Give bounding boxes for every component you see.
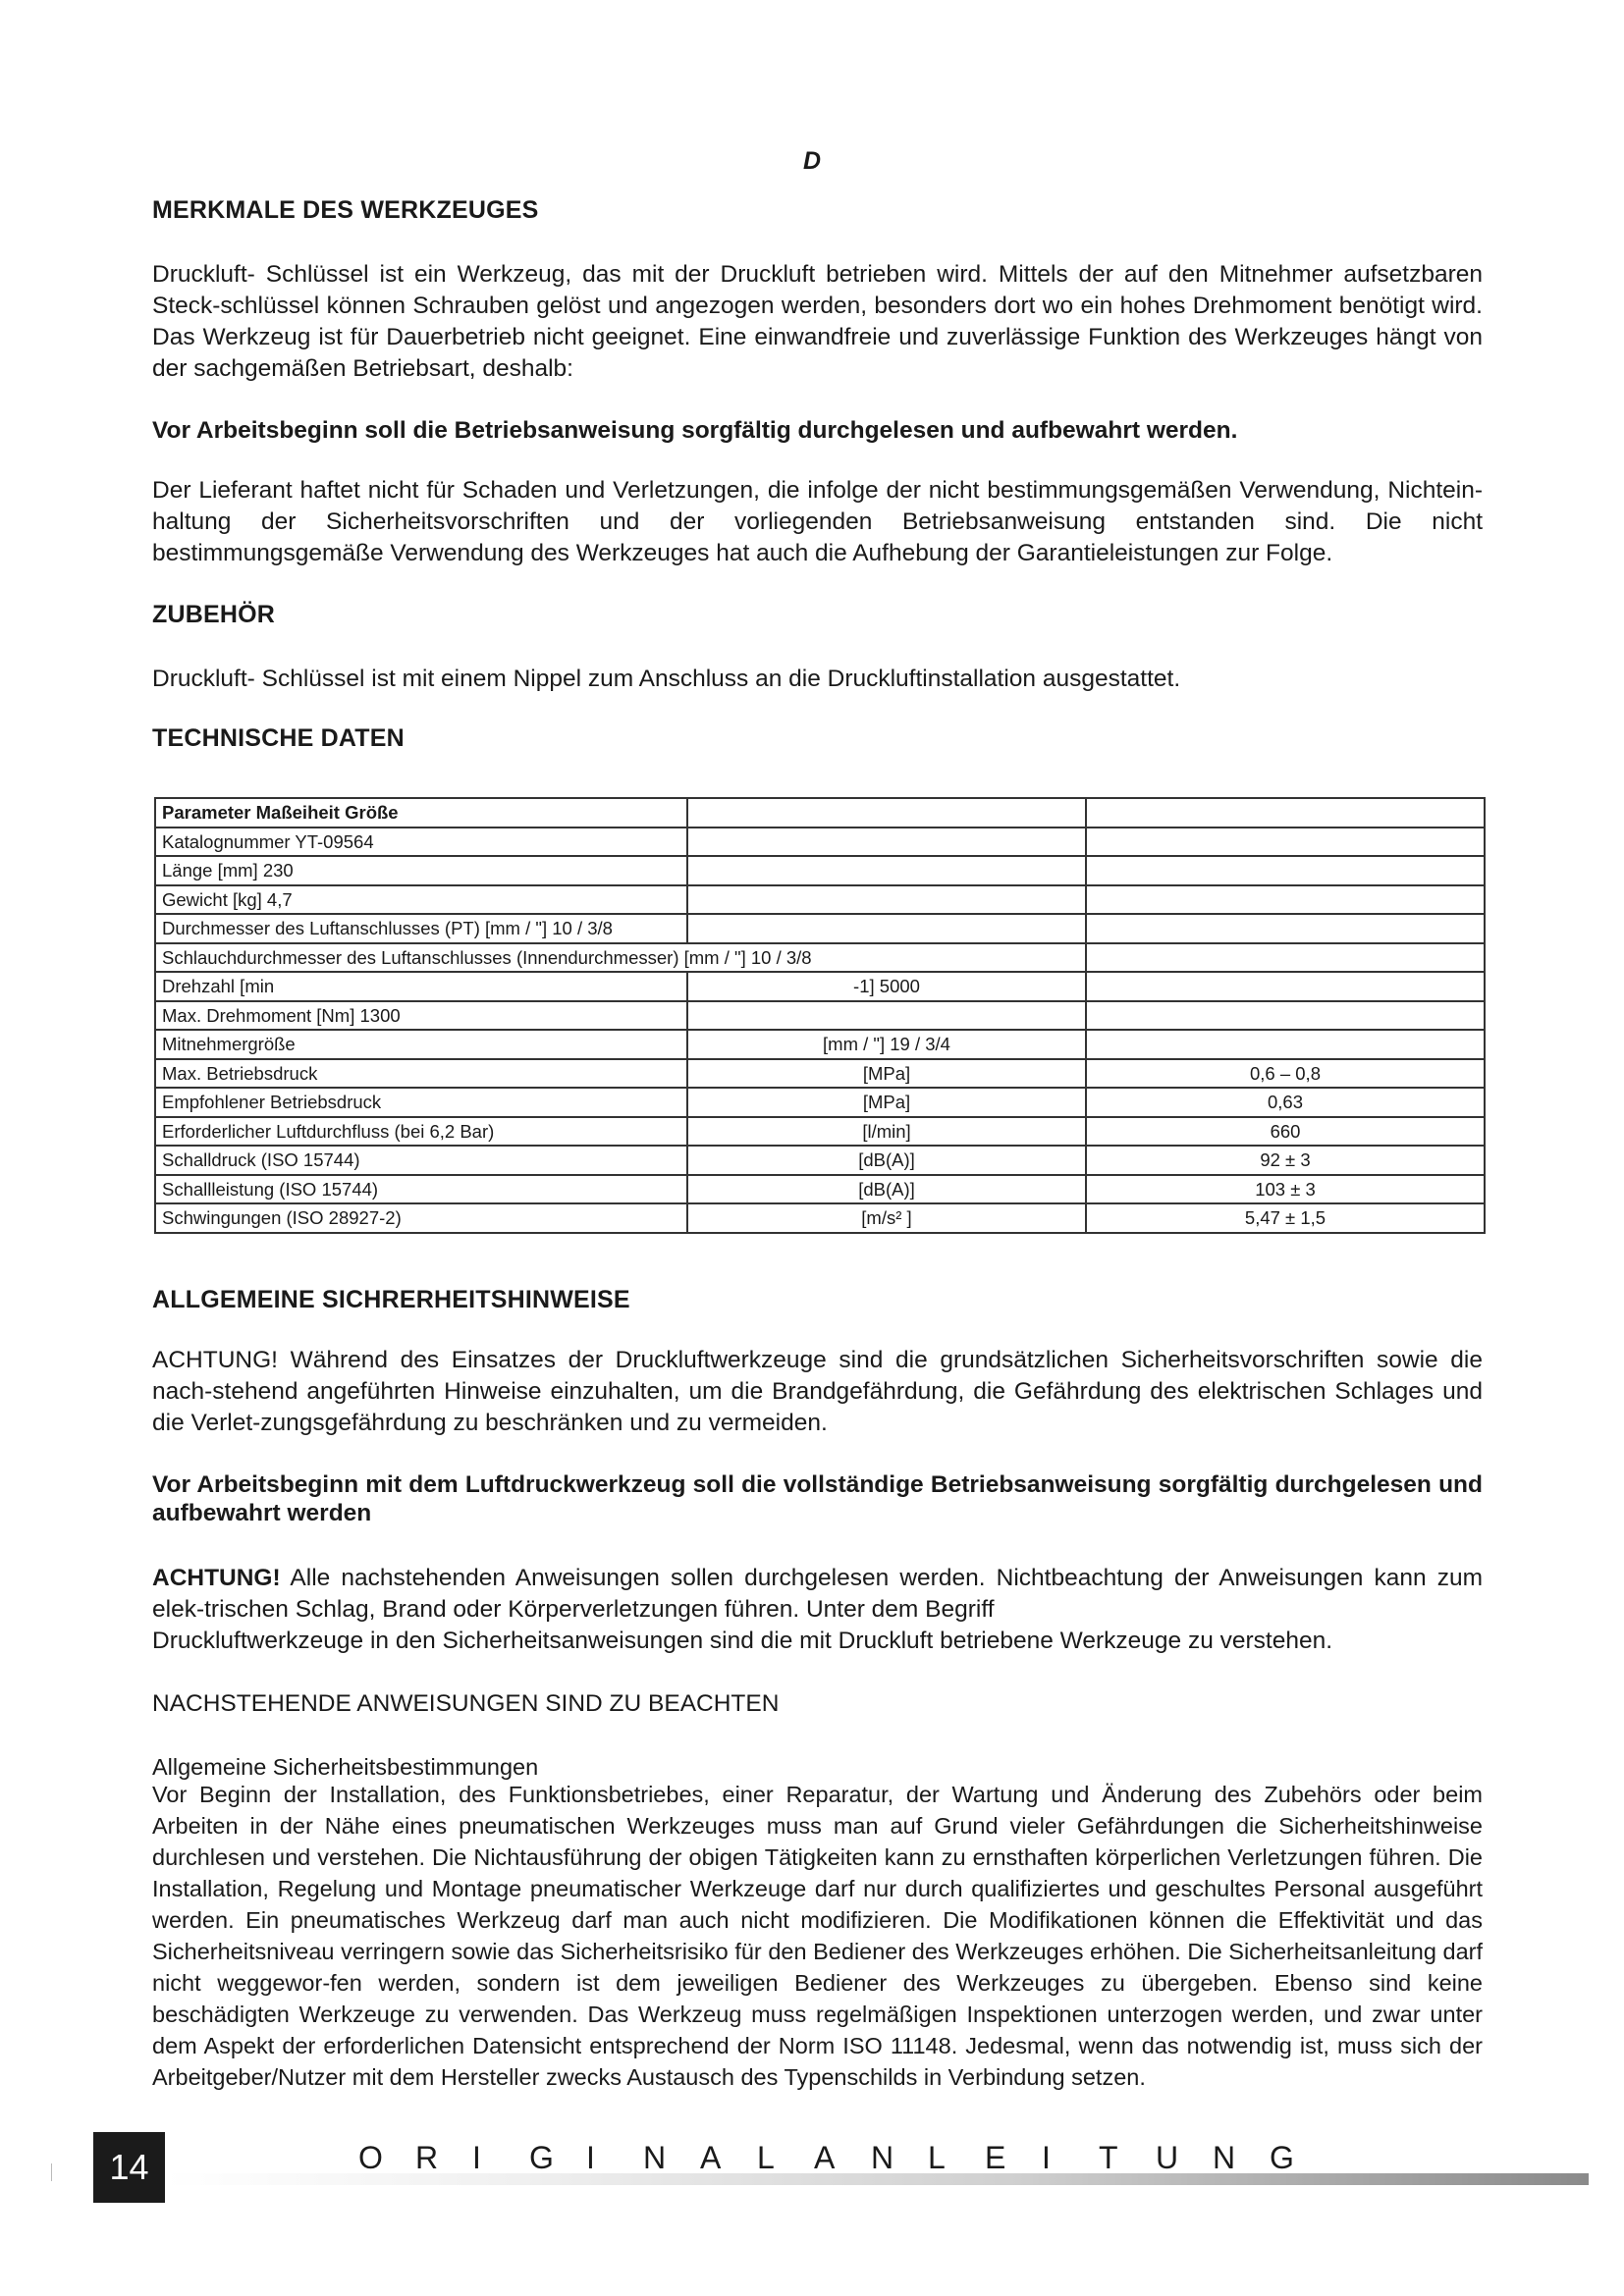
paragraph-nachstehende: NACHSTEHENDE ANWEISUNGEN SIND ZU BEACHTEN	[152, 1690, 780, 1717]
table-cell	[1086, 914, 1485, 943]
footer-letter: U	[1156, 2140, 1179, 2175]
table-cell: Max. Drehmoment [Nm] 1300	[155, 1001, 687, 1031]
table-cell: 92 ± 3	[1086, 1146, 1485, 1175]
table-cell	[1086, 856, 1485, 885]
table-cell: Empfohlener Betriebsdruck	[155, 1088, 687, 1117]
footer-letter: A	[814, 2140, 836, 2175]
table-cell: Erforderlicher Luftdurchfluss (bei 6,2 Bar)	[155, 1117, 687, 1147]
paragraph-merkmale-intro: Druckluft- Schlüssel ist ein Werkzeug, das mit der Druckluft betrieben wird. Mittels der auf den Mitnehmer aufsetzbaren Steck-schlüssel können Schrauben gelöst und angezogen werden, besonders dort wo ein hohes Drehmoment benötigt wird. Das Werkzeug ist für Dauerbetrieb nicht geeignet. Eine einwandfreie und zuverlässige Funktion des Werkzeuges hängt von der sachgemäßen Betriebsart, deshalb:	[152, 261, 1483, 382]
footer-letter: T	[1099, 2140, 1118, 2175]
instructions-text: Alle nachstehenden Anweisungen sollen durchgelesen werden. Nichtbeachtung der Anweisungen kann zum elek-trischen Schlag, Brand oder Körperverletzungen führen. Unter dem Begriff	[152, 1565, 1483, 1623]
language-marker: D	[803, 147, 822, 175]
table-cell: Länge [mm] 230	[155, 856, 687, 885]
table-cell: [MPa]	[687, 1088, 1086, 1117]
table-cell: Durchmesser des Luftanschlusses (PT) [mm / "] 10 / 3/8	[155, 914, 687, 943]
footer-letter: A	[700, 2140, 722, 2175]
table-cell: Schlauchdurchmesser des Luftanschlusses (Innendurchmesser) [mm / "] 10 / 3/8	[155, 943, 1086, 973]
footer-letter: I	[1042, 2140, 1051, 2175]
table-cell: Parameter Maßeiheit Größe	[155, 798, 687, 828]
table-cell	[687, 798, 1086, 828]
paragraph-sicherheitsbestimmungen: Vor Beginn der Installation, des Funktionsbetriebes, einer Reparatur, der Wartung und Änderung des Zubehörs oder beim Arbeiten in der Nähe eines pneumatischen Werkzeuges muss man auf Grund vieler Gefährdungen die Sicherheitshinweise durchlesen und verstehen. Die Nichtausführung der obigen Tätigkeiten kann zu ernsthaften körperlichen Verletzungen führen. Die Installation, Regelung und Montage pneumatischer Werkzeuge darf nur durch qualifiziertes und geschultes Personal ausgeführt werden. Ein pneumatisches Werkzeug darf man auch nicht modifizieren. Die Modifikationen können die Effektivität und das Sicherheitsniveau verringern sowie das Sicherheitsrisiko für den Bediener des Werkzeuges erhöhen. Die Sicherheitsanleitung darf nicht weggewor-fen werden, sondern ist dem jeweiligen Bediener des Werkzeuges zu übergeben. Ebenso sind keine beschädigten Werkzeuge zu verwenden. Das Werkzeug muss regelmäßigen Inspektionen unterzogen werden, und zwar unter dem Aspekt der erforderlichen Datensicht entsprechend der Norm ISO 11148. Jedesmal, wenn das notwendig ist, muss sich der Arbeitgeber/Nutzer mit dem Hersteller zwecks Austausch des Typenschilds in Verbindung setzen.	[152, 1782, 1483, 2090]
table-row	[155, 856, 1485, 885]
table-cell: [m/s² ]	[687, 1203, 1086, 1233]
table-cell: Gewicht [kg] 4,7	[155, 885, 687, 915]
table-row	[155, 1088, 1485, 1117]
technical-data-table	[154, 797, 1486, 1234]
page-number: 14	[93, 2132, 165, 2203]
table-cell: Schalldruck (ISO 15744)	[155, 1146, 687, 1175]
table-cell: [dB(A)]	[687, 1146, 1086, 1175]
subheading-sicherheitsbestimmungen: Allgemeine Sicherheitsbestimmungen	[152, 1754, 539, 1780]
table-cell: Drehzahl [min	[155, 972, 687, 1001]
achtung-label: ACHTUNG!	[152, 1565, 281, 1591]
table-row	[155, 798, 1485, 828]
section-title-technische-daten: TECHNISCHE DATEN	[152, 724, 405, 752]
table-cell: [dB(A)]	[687, 1175, 1086, 1204]
footer-letter: E	[985, 2140, 1006, 2175]
table-row	[155, 1203, 1485, 1233]
section-title-merkmale: MERKMALE DES WERKZEUGES	[152, 196, 539, 224]
paragraph-merkmale-warning: Vor Arbeitsbeginn soll die Betriebsanweisung sorgfältig durchgelesen und aufbewahrt werden.	[152, 417, 1238, 444]
table-cell: [mm / "] 19 / 3/4	[687, 1030, 1086, 1059]
table-cell: Max. Betriebsdruck	[155, 1059, 687, 1089]
table-row	[155, 1001, 1485, 1031]
table-cell	[1086, 1030, 1485, 1059]
table-cell	[1086, 798, 1485, 828]
table-cell: [l/min]	[687, 1117, 1086, 1147]
table-cell: 5,47 ± 1,5	[1086, 1203, 1485, 1233]
table-cell	[687, 1001, 1086, 1031]
table-row	[155, 1175, 1485, 1204]
table-row	[155, 1117, 1485, 1147]
footer-letter: O	[358, 2140, 383, 2175]
footer-letter: R	[415, 2140, 439, 2175]
margin-tick	[51, 2163, 52, 2181]
section-title-zubehoer: ZUBEHÖR	[152, 601, 276, 628]
table-cell: -1] 5000	[687, 972, 1086, 1001]
table-cell	[687, 856, 1086, 885]
table-cell	[1086, 828, 1485, 857]
footer-letter: G	[529, 2140, 554, 2175]
table-row	[155, 885, 1485, 915]
section-title-allgemeine: ALLGEMEINE SICHRERHEITSHINWEISE	[152, 1286, 630, 1313]
footer-letter: I	[586, 2140, 595, 2175]
paragraph-allgemeine-definition: Druckluftwerkzeuge in den Sicherheitsanweisungen sind die mit Druckluft betriebene Werkzeuge zu verstehen.	[152, 1628, 1333, 1654]
table-row	[155, 828, 1485, 857]
footer-letter: G	[1270, 2140, 1294, 2175]
table-cell	[1086, 1001, 1485, 1031]
paragraph-zubehoer: Druckluft- Schlüssel ist mit einem Nippel zum Anschluss an die Druckluftinstallation ausgestattet.	[152, 666, 1181, 692]
table-cell	[687, 914, 1086, 943]
paragraph-allgemeine-warning: Vor Arbeitsbeginn mit dem Luftdruckwerkzeug soll die vollständige Betriebsanweisung sorgfältig durchgelesen und aufbewahrt werden	[152, 1471, 1483, 1526]
paragraph-merkmale-liability: Der Lieferant haftet nicht für Schaden und Verletzungen, die infolge der nicht bestimmungsgemäßen Verwendung, Nichtein-haltung der Sicherheitsvorschriften und der vorliegenden Betriebsanweisung entstanden sind. Die nicht bestimmungsgemäße Verwendung des Werkzeuges hat auch die Aufhebung der Garantieleistungen zur Folge.	[152, 477, 1483, 566]
footer-title	[358, 2140, 1326, 2176]
footer-letter: L	[757, 2140, 775, 2175]
table-row	[155, 1146, 1485, 1175]
table-cell: [MPa]	[687, 1059, 1086, 1089]
table-row	[155, 1030, 1485, 1059]
table-cell: Schallleistung (ISO 15744)	[155, 1175, 687, 1204]
table-cell: 660	[1086, 1117, 1485, 1147]
paragraph-allgemeine-instructions	[152, 1563, 1483, 1626]
table-cell: Mitnehmergröße	[155, 1030, 687, 1059]
footer-letter: L	[928, 2140, 946, 2175]
table-cell	[1086, 972, 1485, 1001]
table-cell	[687, 828, 1086, 857]
table-row	[155, 943, 1485, 973]
footer-letter: I	[472, 2140, 481, 2175]
table-cell: 0,63	[1086, 1088, 1485, 1117]
footer-letter: N	[871, 2140, 894, 2175]
table-cell: 0,6 – 0,8	[1086, 1059, 1485, 1089]
footer-letter: N	[1213, 2140, 1236, 2175]
table-row	[155, 1059, 1485, 1089]
table-cell: Katalognummer YT-09564	[155, 828, 687, 857]
table-row	[155, 914, 1485, 943]
footer-letter: N	[643, 2140, 667, 2175]
table-cell	[1086, 885, 1485, 915]
table-cell	[1086, 943, 1485, 973]
table-cell: 103 ± 3	[1086, 1175, 1485, 1204]
table-cell	[687, 885, 1086, 915]
paragraph-allgemeine-achtung: ACHTUNG! Während des Einsatzes der Druckluftwerkzeuge sind die grundsätzlichen Sicherheitsvorschriften sowie die nach-stehend angeführten Hinweise einzuhalten, um die Brandgefährdung, die Gefährdung des elektrischen Schlages und die Verlet-zungsgefährdung zu beschränken und zu vermeiden.	[152, 1347, 1483, 1436]
table-cell: Schwingungen (ISO 28927-2)	[155, 1203, 687, 1233]
table-row	[155, 972, 1485, 1001]
